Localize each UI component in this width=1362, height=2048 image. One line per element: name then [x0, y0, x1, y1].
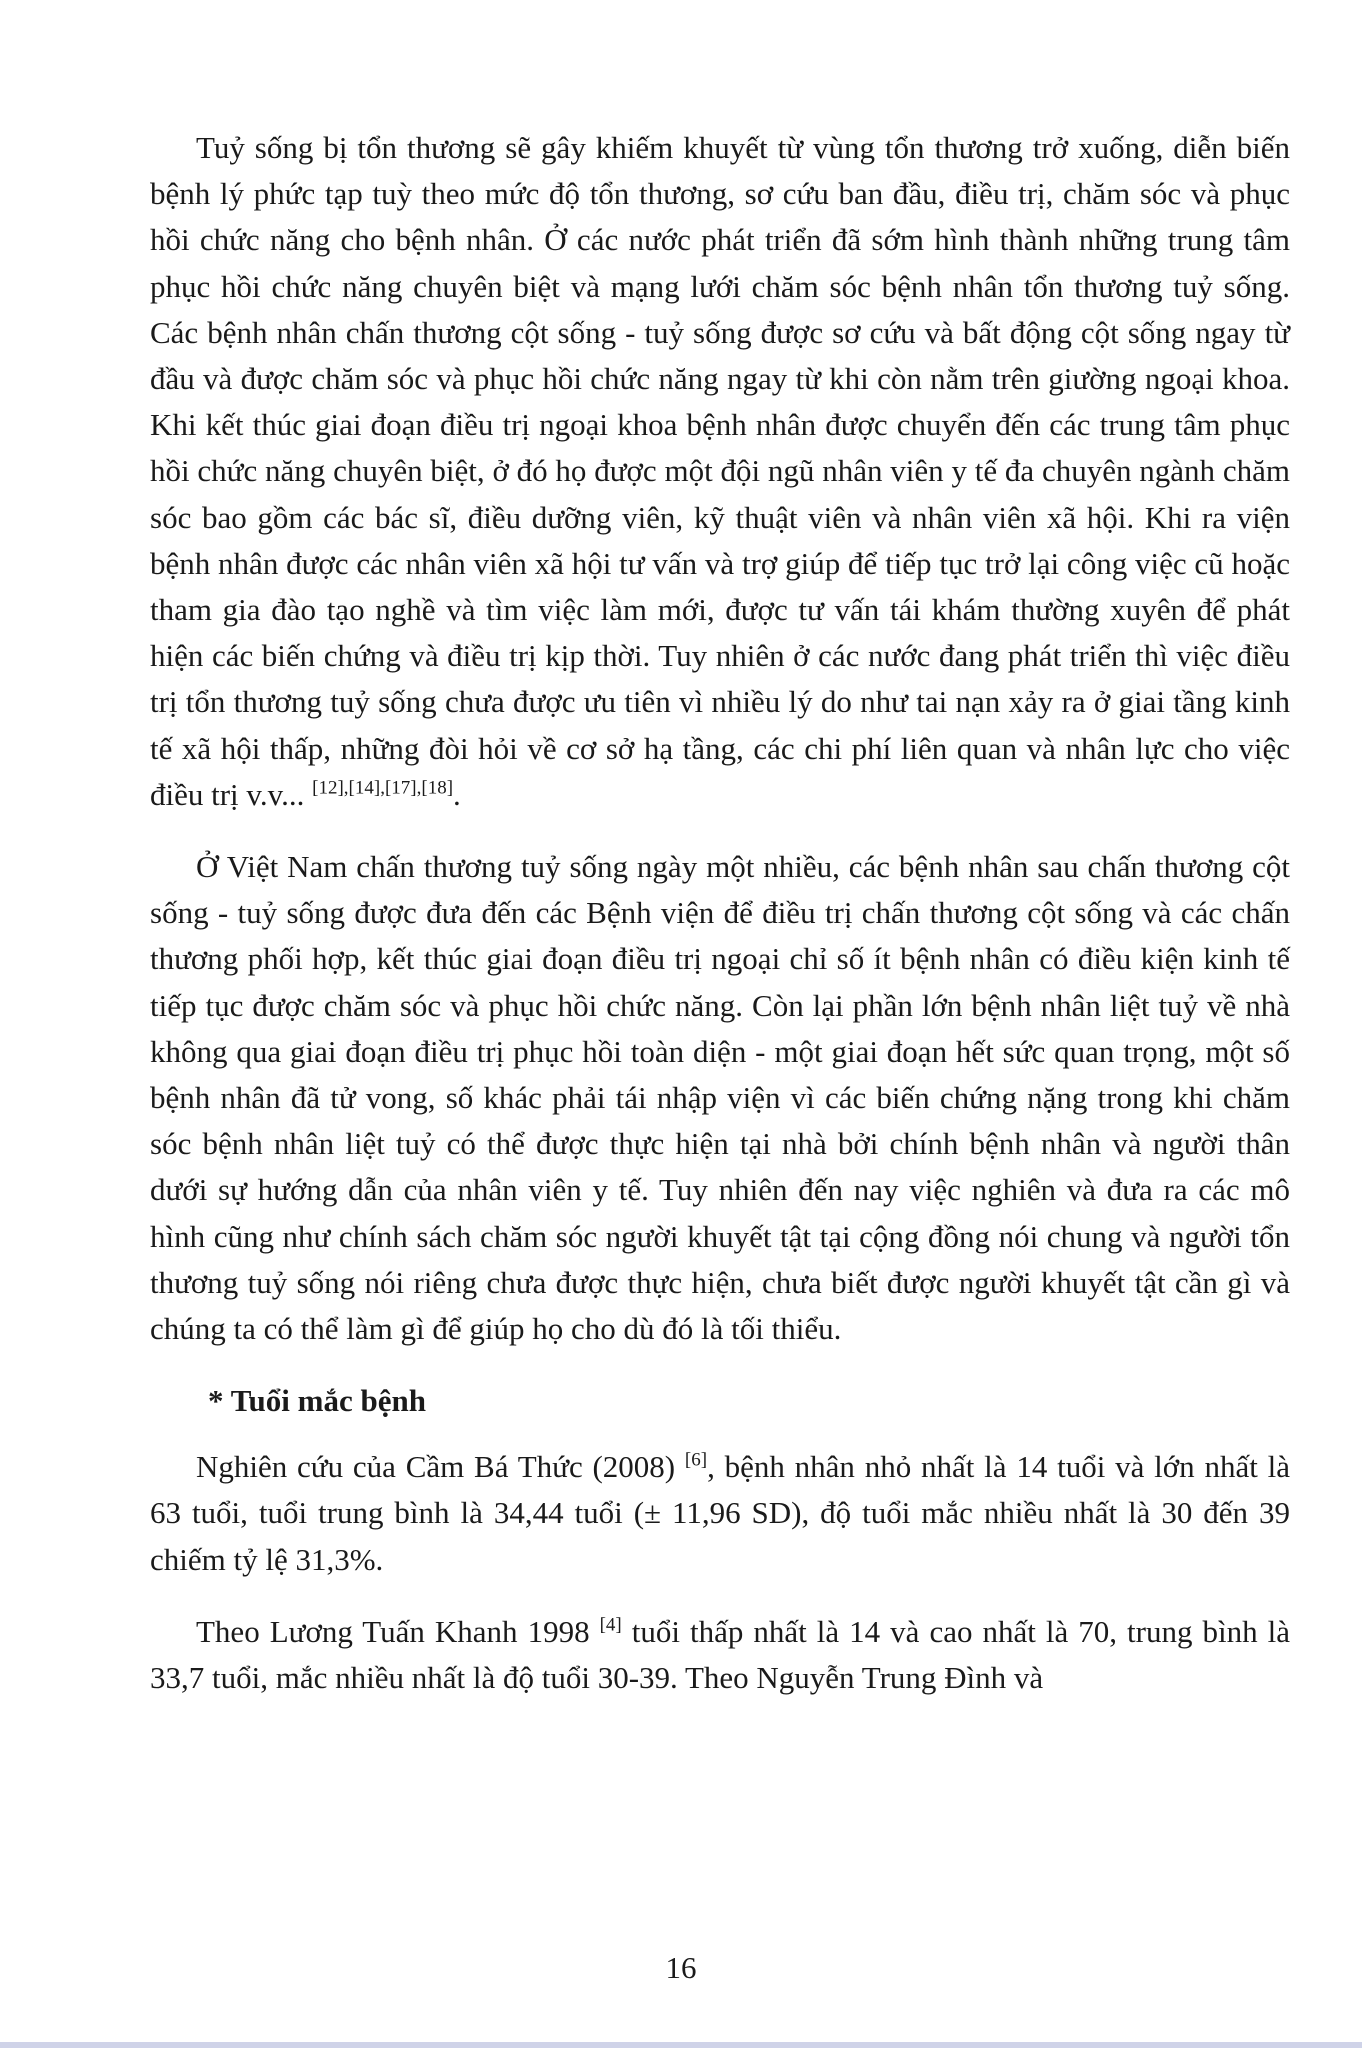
paragraph-4: [150, 1609, 1290, 1701]
paragraph-1-text: Tuỷ sống bị tổn thương sẽ gây khiếm khuyết từ vùng tổn thương trở xuống, diễn biến bệnh lý phức tạp tuỳ theo mức độ tổn thương, sơ cứu ban đầu, điều trị, chăm sóc và phục hồi chức năng cho bệnh nhân. Ở các nước phát triển đã sớm hình thành những trung tâm phục hồi chức năng chuyên biệt và mạng lưới chăm sóc bệnh nhân tổn thương tuỷ sống. Các bệnh nhân chấn thương cột sống - tuỷ sống được sơ cứu và bất động cột sống ngay từ đầu và được chăm sóc và phục hồi chức năng ngay từ khi còn nằm trên giường ngoại khoa. Khi kết thúc giai đoạn điều trị ngoại khoa bệnh nhân được chuyển đến các trung tâm phục hồi chức năng chuyên biệt, ở đó họ được một đội ngũ nhân viên y tế đa chuyên ngành chăm sóc bao gồm các bác sĩ, điều dưỡng viên, kỹ thuật viên và nhân viên xã hội. Khi ra viện bệnh nhân được các nhân viên xã hội tư vấn và trợ giúp để tiếp tục trở lại công việc cũ hoặc tham gia đào tạo nghề và tìm việc làm mới, được tư vấn tái khám thường xuyên để phát hiện các biến chứng và điều trị kịp thời. Tuy nhiên ở các nước đang phát triển thì việc điều trị tổn thương tuỷ sống chưa được ưu tiên vì nhiều lý do như tai nạn xảy ra ở giai tầng kinh tế xã hội thấp, những đòi hỏi về cơ sở hạ tầng, các chi phí liên quan và nhân lực cho việc điều trị v.v...: [150, 130, 1290, 812]
paragraph-1-end: .: [453, 776, 461, 812]
spacer: [150, 1424, 1290, 1444]
paragraph-3-text-b: , bệnh nhân nhỏ nhất là 14 tuổi và lớn nhất là 63 tuổi, tuổi trung bình là 34,44 tuổi (± 11,96 SD), độ tuổi mắc nhiều nhất là 30 đến 39 chiếm tỷ lệ 31,3%.: [150, 1449, 1290, 1577]
citation-refs-1: [12],[14],[17],[18]: [312, 777, 454, 799]
paragraph-4-text-a: Theo Lương Tuấn Khanh 1998: [196, 1613, 600, 1649]
paragraph-4-text-b: tuổi thấp nhất là 14 và cao nhất là 70, trung bình là 33,7 tuổi, mắc nhiều nhất là độ tuổi 30-39. Theo Nguyễn Trung Đình và: [150, 1613, 1290, 1696]
citation-ref-4: [4]: [599, 1614, 622, 1636]
paragraph-1: [150, 125, 1290, 818]
citation-ref-3: [6]: [684, 1449, 708, 1471]
paragraph-3: [150, 1444, 1290, 1583]
page-bottom-edge: [0, 2042, 1362, 2048]
section-heading: * Tuổi mắc bệnh: [208, 1383, 426, 1419]
page-number: 16: [665, 1950, 697, 1985]
paragraph-3-text-a: Nghiên cứu của Cầm Bá Thức (2008): [196, 1449, 685, 1485]
paragraph-2: Ở Việt Nam chấn thương tuỷ sống ngày một nhiều, các bệnh nhân sau chấn thương cột sống - tuỷ sống được đưa đến các Bệnh viện để điều trị chấn thương cột sống và các chấn thương phối hợp, kết thúc giai đoạn điều trị ngoại chỉ số ít bệnh nhân có điều kiện kinh tế tiếp tục được chăm sóc và phục hồi chức năng. Còn lại phần lớn bệnh nhân liệt tuỷ về nhà không qua giai đoạn điều trị phục hồi toàn diện - một giai đoạn hết sức quan trọng, một số bệnh nhân đã tử vong, số khác phải tái nhập viện vì các biến chứng nặng trong khi chăm sóc bệnh nhân liệt tuỷ có thể được thực hiện tại nhà bởi chính bệnh nhân và người thân dưới sự hướng dẫn của nhân viên y tế. Tuy nhiên đến nay việc nghiên và đưa ra các mô hình cũng như chính sách chăm sóc người khuyết tật tại cộng đồng nói chung và người tổn thương tuỷ sống nói riêng chưa được thực hiện, chưa biết được người khuyết tật cần gì và chúng ta có thể làm gì để giúp họ cho dù đó là tối thiểu.: [150, 849, 1290, 1347]
page-body: [150, 125, 1290, 1701]
spacer: [150, 818, 1290, 844]
spacer: [150, 1583, 1290, 1609]
